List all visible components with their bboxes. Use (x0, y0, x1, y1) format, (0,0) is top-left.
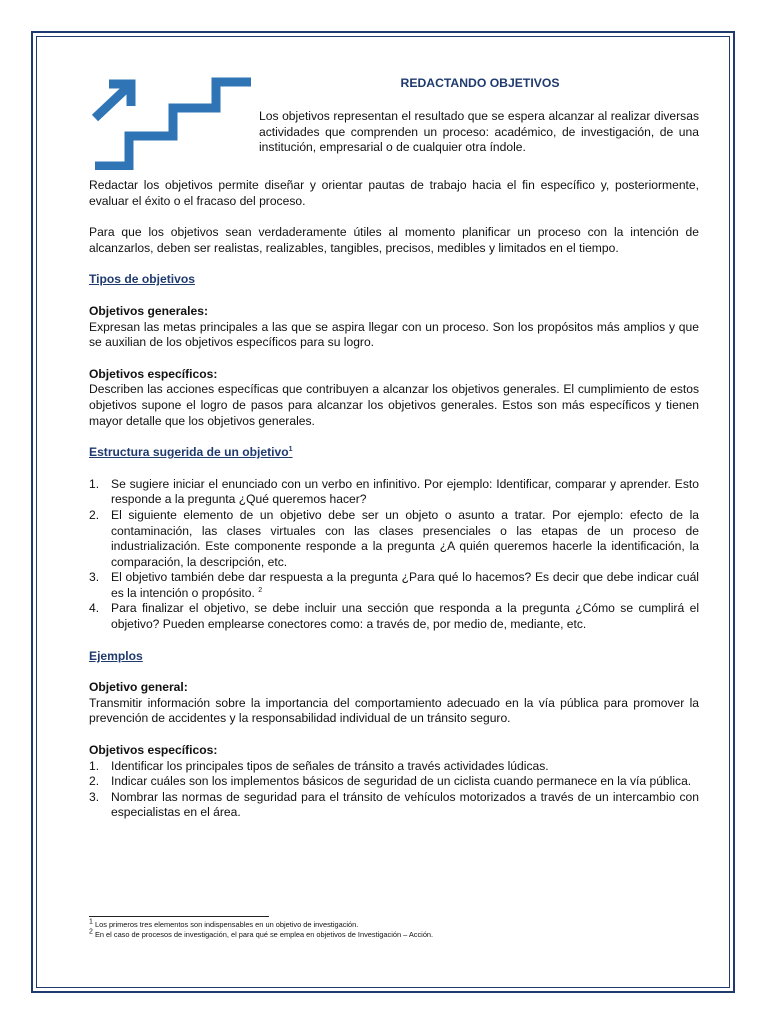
list-item (89, 759, 699, 775)
list-text: El siguiente elemento de un objetivo debe ser un objeto o asunto a tratar. Por ejemplo: efecto de la contaminación, las clases virtuales con las clases presenciales o las etapas de un proceso de industrialización. Este componente responde a la pregunta ¿A quién queremos hacerle la identificación, la comparación, la descripción, etc. (111, 507, 699, 569)
list-text: El objetivo también debe dar respuesta a la pregunta ¿Para qué lo hacemos? Es decir que debe indicar cuál es la intención o propósito. (111, 570, 699, 600)
structure-list (89, 477, 699, 633)
subheading-generales: Objetivos generales: (89, 303, 208, 318)
section-heading-tipos: Tipos de objetivos (89, 272, 195, 287)
list-text: Indicar cuáles son los implementos básicos de seguridad de un ciclista cuando permanece en la vía pública. (111, 774, 692, 789)
subheading-objetivo-general: Objetivo general: (89, 680, 188, 695)
list-number: 2. (89, 774, 100, 789)
list-text: Nombrar las normas de seguridad para el tránsito de vehículos motorizados a través de un intercambio con especialistas en el área. (111, 789, 699, 820)
paragraph: Redactar los objetivos permite diseñar y orientar pautas de trabajo hacia el fin específico y, posteriormente, evaluar el éxito o el fracaso del proceso. (89, 178, 699, 208)
document-body (89, 70, 699, 821)
footnote-ref: 1 (288, 446, 293, 454)
footnote-mark: 1 (89, 918, 93, 926)
list-item (89, 477, 699, 508)
list-number: 3. (89, 789, 100, 804)
list-text: Se sugiere iniciar el enunciado con un verbo en infinitivo. Por ejemplo: Identificar, comparar y aprender. Esto responde a la pregunta ¿Qué queremos hacer? (111, 476, 699, 507)
subheading-objetivos-especificos: Objetivos específicos: (89, 743, 218, 758)
examples-list (89, 759, 699, 821)
footnote-ref: 2 (258, 586, 263, 594)
section-heading-estructura (89, 445, 699, 461)
header (89, 70, 699, 178)
list-text: Identificar los principales tipos de señales de tránsito a través actividades lúdicas. (111, 758, 549, 773)
paragraph: Transmitir información sobre la importancia del comportamiento adecuado en la vía pública para promover la prevención de accidentes y la responsabilidad individual de un tránsito seguro. (89, 695, 699, 726)
paragraph: Describen las acciones específicas que contribuyen a alcanzar los objetivos generales. El cumplimiento de estos objetivos supone el logro de pasos para alcanzar los objetivos generales. Estos son más específicos y tienen mayor detalle que los objetivos generales. (89, 382, 699, 428)
page-title: REDACTANDO OBJETIVOS (400, 76, 560, 90)
list-item (89, 774, 699, 790)
list-number: 3. (89, 570, 100, 585)
section-heading-ejemplos: Ejemplos (89, 648, 143, 663)
paragraph: Expresan las metas principales a las que se aspira llegar con un proceso. Son los propósitos más amplios y que se auxilian de los objetivos específicos para su logro. (89, 319, 699, 350)
list-item (89, 601, 699, 632)
footnote-separator (89, 916, 269, 917)
subheading-especificos: Objetivos específicos: (89, 366, 218, 381)
list-text: Para finalizar el objetivo, se debe incluir una sección que responda a la pregunta ¿Cómo se cumplirá el objetivo? Pueden emplearse conectores como: a través de, por medio de, mediante, etc. (111, 601, 699, 632)
intro-paragraph: Los objetivos representan el resultado que se espera alcanzar al realizar diversas actividades que comprenden un proceso: académico, de investigación, de una institución, empresarial o de cualquier otra índole. (259, 109, 699, 155)
list-item (89, 570, 699, 601)
footnote-text: En el caso de procesos de investigación, el para qué se emplea en objetivos de Investigación – Acción. (94, 930, 434, 939)
list-item (89, 508, 699, 570)
list-number: 1. (89, 758, 100, 773)
footnotes (89, 916, 699, 940)
section-heading-text: Estructura sugerida de un objetivo (89, 445, 289, 460)
list-number: 4. (89, 601, 100, 616)
footnote (89, 920, 699, 930)
footnote-mark: 2 (89, 928, 93, 936)
list-item (89, 790, 699, 821)
list-number: 2. (89, 507, 100, 522)
footnote-text: Los primeros tres elementos son indispensables en un objetivo de investigación. (94, 920, 359, 929)
paragraph: Para que los objetivos sean verdaderamente útiles al momento planificar un proceso con la intención de alcanzarlos, deben ser realistas, realizables, tangibles, precisos, medibles y limitados en el tiempo. (89, 225, 699, 255)
list-number: 1. (89, 476, 100, 491)
stairs-arrow-icon (91, 76, 251, 170)
footnote (89, 930, 699, 940)
